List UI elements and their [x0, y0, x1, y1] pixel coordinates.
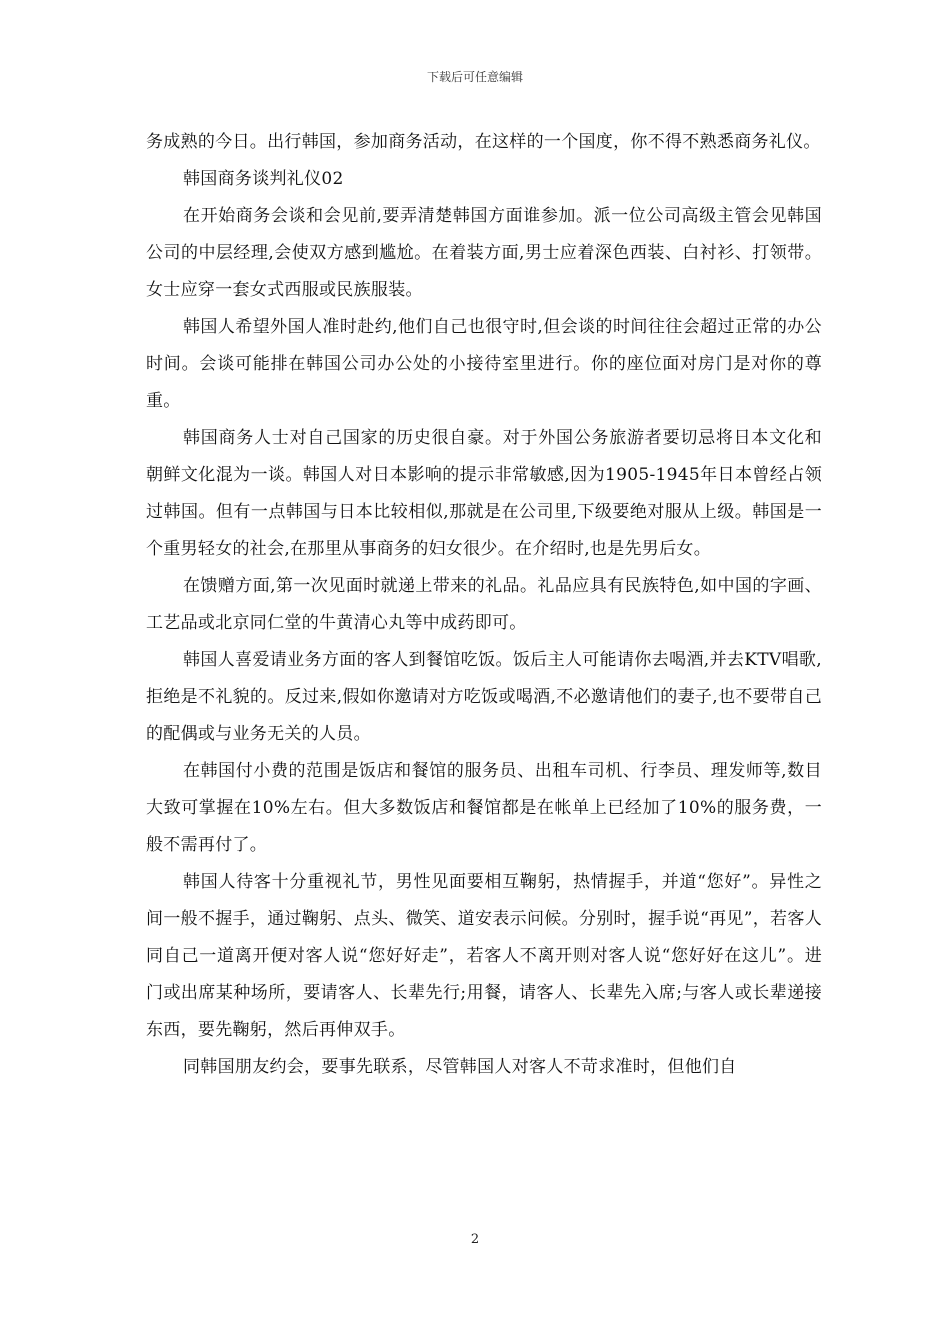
paragraph: 务成熟的今日。出行韩国，参加商务活动，在这样的一个国度，你不得不熟悉商务礼仪。: [146, 132, 821, 152]
paragraph: 韩国商务人士对自己国家的历史很自豪。对于外国公务旅游者要切忌将日本文化和朝鲜文化混为一谈。韩国人对日本影响的提示非常敏感,因为1905-1945年日本曾经占领过韩国。但有一点韩国与日本比较相似,那就是在公司里,下级要绝对服从上级。韩国是一个重男轻女的社会,在那里从事商务的妇女很少。在介绍时,也是先男后女。: [146, 428, 822, 559]
document-body: [146, 124, 822, 1086]
page-number: 2: [470, 1232, 480, 1247]
page-header: 下载后可任意编辑: [426, 70, 523, 84]
section-heading: 韩国商务谈判礼仪02: [183, 169, 344, 189]
paragraph: 韩国人喜爱请业务方面的客人到餐馆吃饭。饭后主人可能请你去喝酒,并去KTV唱歌,拒绝是不礼貌的。反过来,假如你邀请对方吃饭或喝酒,不必邀请他们的妻子,也不要带自己的配偶或与业务无关的人员。: [146, 650, 822, 744]
paragraph: 同韩国朋友约会，要事先联系，尽管韩国人对客人不苛求准时，但他们自: [183, 1057, 737, 1077]
paragraph: 韩国人待客十分重视礼节，男性见面要相互鞠躬，热情握手，并道“您好”。异性之间一般不握手，通过鞠躬、点头、微笑、道安表示问候。分别时，握手说“再见”，若客人同自己一道离开便对客人说“您好好走”，若客人不离开则对客人说“您好好在这儿”。进门或出席某种场所，要请客人、长辈先行;用餐，请客人、长辈先入席;与客人或长辈递接东西，要先鞠躬，然后再伸双手。: [146, 872, 822, 1040]
paragraph: 在韩国付小费的范围是饭店和餐馆的服务员、出租车司机、行李员、理发师等,数目大致可掌握在10%左右。但大多数饭店和餐馆都是在帐单上已经加了10%的服务费，一般不需再付了。: [146, 761, 822, 855]
paragraph: 在开始商务会谈和会见前,要弄清楚韩国方面谁参加。派一位公司高级主管会见韩国公司的中层经理,会使双方感到尴尬。在着装方面,男士应着深色西装、白衬衫、打领带。女士应穿一套女式西服或民族服装。: [146, 206, 822, 300]
paragraph: 在馈赠方面,第一次见面时就递上带来的礼品。礼品应具有民族特色,如中国的字画、工艺品或北京同仁堂的牛黄清心丸等中成药即可。: [146, 576, 822, 633]
paragraph: 韩国人希望外国人准时赴约,他们自己也很守时,但会谈的时间往往会超过正常的办公时间。会谈可能排在韩国公司办公处的小接待室里进行。你的座位面对房门是对你的尊重。: [146, 317, 822, 411]
